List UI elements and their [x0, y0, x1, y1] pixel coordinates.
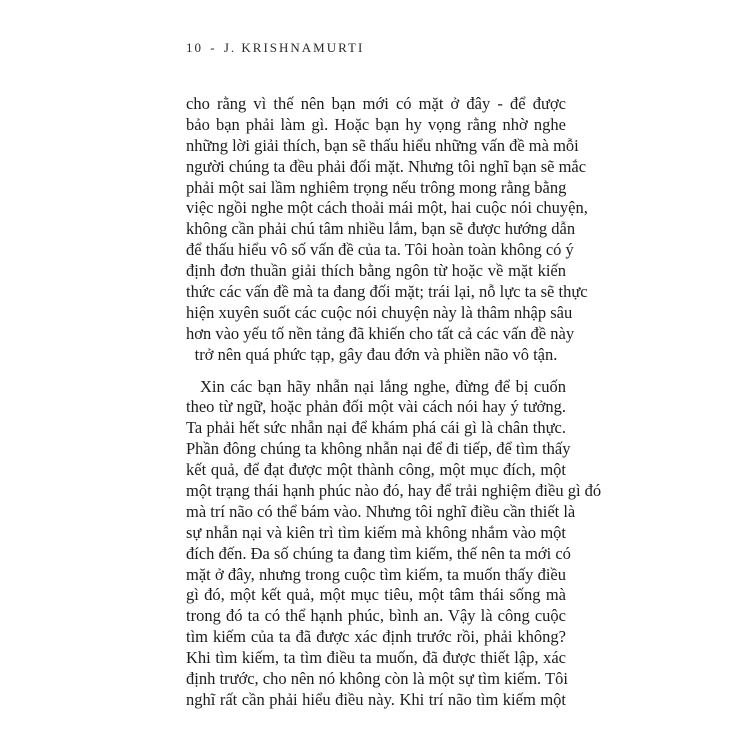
text-line: Phần đông chúng ta không nhẫn nại để đi tiếp, để tìm thấy — [186, 439, 571, 459]
paragraph-2 — [186, 376, 602, 711]
text-line: tìm kiếm của ta đã được xác định trước rồi, phải không? — [186, 627, 566, 647]
text-line: Ta phải hết sức nhẫn nại để khám phá cái gì là chân thực. — [186, 418, 566, 438]
text-line: những lời giải thích, bạn sẽ thấu hiểu những vấn đề mà mỗi — [186, 135, 579, 155]
text-line: Khi tìm kiếm, ta tìm điều ta muốn, đã được thiết lập, xác — [186, 648, 566, 668]
text-line: mà trí não có thể bám vào. Nhưng tôi nghĩ điều cần thiết là — [186, 501, 576, 521]
text-line: trở nên quá phức tạp, gây đau đớn và phiền não vô tận. — [194, 344, 558, 364]
text-line: thức các vấn đề mà ta đang đối mặt; trái lại, nỗ lực ta sẽ thực — [186, 282, 588, 302]
text-line: hơn vào yếu tố nền tảng đã khiến cho tất cả các vấn đề này — [186, 323, 575, 343]
text-line: hiện xuyên suốt các cuộc nói chuyện này là thâm nhập sâu — [186, 302, 573, 322]
body-text — [186, 94, 602, 711]
text-line: để thấu hiểu vô số vấn đề của ta. Tôi hoàn toàn không có ý — [186, 240, 574, 260]
text-line: cho rằng vì thế nên bạn mới có mặt ở đây - để được — [186, 94, 566, 113]
text-line: kết quả, để đạt được một thành công, một mục đích, một — [186, 460, 566, 480]
text-line: phải một sai lầm nghiêm trọng nếu trông mong rằng bằng — [186, 177, 567, 197]
text-line: không cần phải chú tâm nhiều lắm, bạn sẽ được hướng dẫn — [186, 219, 576, 239]
text-line: đích đến. Đa số chúng ta đang tìm kiếm, thế nên ta mới có — [186, 543, 571, 563]
text-line: gì đó, một kết quả, một mục tiêu, một tâm thái sống mà — [186, 585, 566, 605]
text-line: Xin các bạn hãy nhẫn nại lắng nghe, đừng để bị cuốn — [200, 376, 566, 396]
text-line: trong đó ta có thể hạnh phúc, bình an. Vậy là công cuộc — [186, 606, 566, 626]
text-line: việc ngồi nghe một cách thoải mái một, hai cuộc nói chuyện, — [186, 198, 588, 218]
running-head — [186, 40, 364, 56]
text-line: theo từ ngữ, hoặc phản đối một vài cách nói hay ý tưởng. — [186, 397, 566, 417]
text-line: người chúng ta đều phải đối mặt. Nhưng tôi nghĩ bạn sẽ mắc — [186, 156, 587, 176]
text-line: định đơn thuần giải thích bằng ngôn từ hoặc về mặt kiến — [186, 261, 566, 281]
text-line: sự nhẫn nại và kiên trì tìm kiếm mà không nhắm vào một — [186, 522, 566, 542]
text-line: một trạng thái hạnh phúc nào đó, hay để trải nghiệm điều gì đó — [186, 481, 602, 501]
author-name: J. KRISHNAMURTI — [223, 40, 365, 55]
text-line: định trước, cho nên nó không còn là một sự tìm kiếm. Tôi — [186, 669, 568, 689]
text-line: bảo bạn phải làm gì. Hoặc bạn hy vọng rằng nhờ nghe — [186, 114, 566, 134]
text-line: nghĩ rất cần phải hiểu điều này. Khi trí não tìm kiếm một — [186, 689, 566, 709]
page-number: 10 — [186, 40, 203, 55]
paragraph-1 — [186, 94, 588, 366]
text-line: mặt ở đây, nhưng trong cuộc tìm kiếm, ta muốn thấy điều — [186, 564, 566, 584]
header-separator: - — [210, 40, 217, 55]
